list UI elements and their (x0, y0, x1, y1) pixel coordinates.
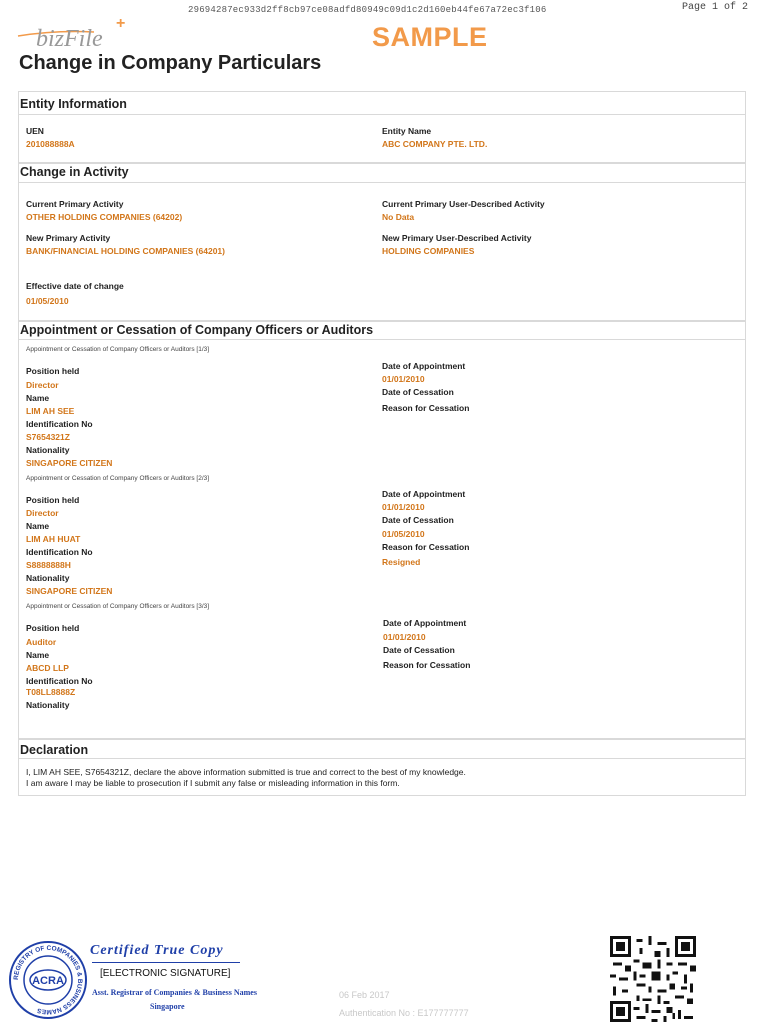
new-primary-activity-value: BANK/FINANCIAL HOLDING COMPANIES (64201) (26, 246, 225, 256)
name-label: Name (26, 393, 50, 403)
uen-value: 201088888A (26, 139, 75, 149)
id-label: Identification No (26, 419, 93, 429)
officer-caption: Appointment or Cessation of Company Officers or Auditors [3/3] (26, 603, 210, 610)
electronic-signature: [ELECTRONIC SIGNATURE] (100, 968, 231, 979)
certified-true-copy: Certified True Copy (90, 943, 224, 958)
declaration-line-1: I, LIM AH SEE, S7654321Z, declare the above information submitted is true and correct to the best of my knowledge. (26, 767, 466, 777)
nationality-label: Nationality (26, 445, 70, 455)
position-value: Auditor (26, 637, 57, 647)
seal-ring-text: REGISTRY OF COMPANIES & BUSINESS NAMES (12, 944, 84, 1016)
authentication-number: Authentication No : E177777777 (339, 1008, 469, 1018)
officer-caption: Appointment or Cessation of Company Officers or Auditors [2/3] (26, 475, 210, 482)
bizfile-logo (16, 14, 136, 54)
id-value: S8888888H (26, 560, 71, 570)
position-value: Director (26, 380, 59, 390)
cessation-date-label: Date of Cessation (382, 515, 454, 525)
nationality-label: Nationality (26, 700, 70, 710)
effective-date-label: Effective date of change (26, 281, 124, 291)
new-primary-activity-label: New Primary Activity (26, 233, 111, 243)
name-label: Name (26, 521, 50, 531)
document-hash: 29694287ec933d2ff8cb97ce08adfd80949c09d1c2d160eb44fe67a72ec3f106 (188, 5, 547, 15)
uen-label: UEN (26, 126, 44, 136)
appointment-date-label: Date of Appointment (382, 361, 466, 371)
position-label: Position held (26, 623, 80, 633)
nationality-value: SINGAPORE CITIZEN (26, 458, 113, 468)
id-value: T08LL8888Z (26, 687, 76, 697)
seal-text: ACRA (32, 975, 64, 987)
certified-divider (92, 962, 240, 963)
page-number: Page 1 of 2 (682, 2, 749, 13)
footer-date: 06 Feb 2017 (339, 990, 390, 1000)
officers-heading: Appointment or Cessation of Company Officers or Auditors (20, 323, 374, 337)
position-label: Position held (26, 366, 80, 376)
cessation-date-label: Date of Cessation (383, 645, 455, 655)
position-label: Position held (26, 495, 80, 505)
entity-heading: Entity Information (20, 97, 127, 111)
cessation-reason-label: Reason for Cessation (382, 542, 470, 552)
declaration-heading: Declaration (20, 743, 89, 757)
logo-plus: + (116, 15, 126, 32)
current-primary-activity-label: Current Primary Activity (26, 199, 124, 209)
registrar-title: Asst. Registrar of Companies & Business Names (92, 988, 257, 997)
page-title: Change in Company Particulars (19, 52, 322, 74)
declaration-line-2: I am aware I may be liable to prosecution if I submit any false or misleading information in this form. (26, 778, 400, 788)
registrar-country: Singapore (150, 1002, 185, 1011)
id-label: Identification No (26, 547, 93, 557)
name-value: LIM AH HUAT (26, 534, 81, 544)
appointment-date-value: 01/01/2010 (383, 632, 426, 642)
position-value: Director (26, 508, 59, 518)
name-value: ABCD LLP (26, 663, 69, 673)
entity-name-value: ABC COMPANY PTE. LTD. (382, 139, 488, 149)
logo-text: bizFile (36, 26, 103, 52)
name-value: LIM AH SEE (26, 406, 75, 416)
activity-heading: Change in Activity (20, 165, 129, 179)
cessation-date-label: Date of Cessation (382, 387, 454, 397)
current-user-activity-value: No Data (382, 212, 415, 222)
id-value: S7654321Z (26, 432, 70, 442)
appointment-date-label: Date of Appointment (382, 489, 466, 499)
name-label: Name (26, 650, 50, 660)
nationality-label: Nationality (26, 573, 70, 583)
cessation-reason-label: Reason for Cessation (383, 660, 471, 670)
sample-watermark: SAMPLE (372, 22, 488, 52)
new-user-activity-label: New Primary User-Described Activity (382, 233, 532, 243)
acra-seal-icon (8, 940, 88, 1020)
cessation-reason-value: Resigned (382, 557, 421, 567)
cessation-date-value: 01/05/2010 (382, 529, 425, 539)
qr-code-icon (610, 936, 696, 1022)
effective-date-value: 01/05/2010 (26, 296, 69, 306)
current-user-activity-label: Current Primary User-Described Activity (382, 199, 545, 209)
cessation-reason-label: Reason for Cessation (382, 403, 470, 413)
appointment-date-label: Date of Appointment (383, 618, 467, 628)
new-user-activity-value: HOLDING COMPANIES (382, 246, 475, 256)
appointment-date-value: 01/01/2010 (382, 374, 425, 384)
id-label: Identification No (26, 676, 93, 686)
nationality-value: SINGAPORE CITIZEN (26, 586, 113, 596)
entity-name-label: Entity Name (382, 126, 432, 136)
appointment-date-value: 01/01/2010 (382, 502, 425, 512)
current-primary-activity-value: OTHER HOLDING COMPANIES (64202) (26, 212, 183, 222)
officer-caption: Appointment or Cessation of Company Officers or Auditors [1/3] (26, 346, 210, 353)
